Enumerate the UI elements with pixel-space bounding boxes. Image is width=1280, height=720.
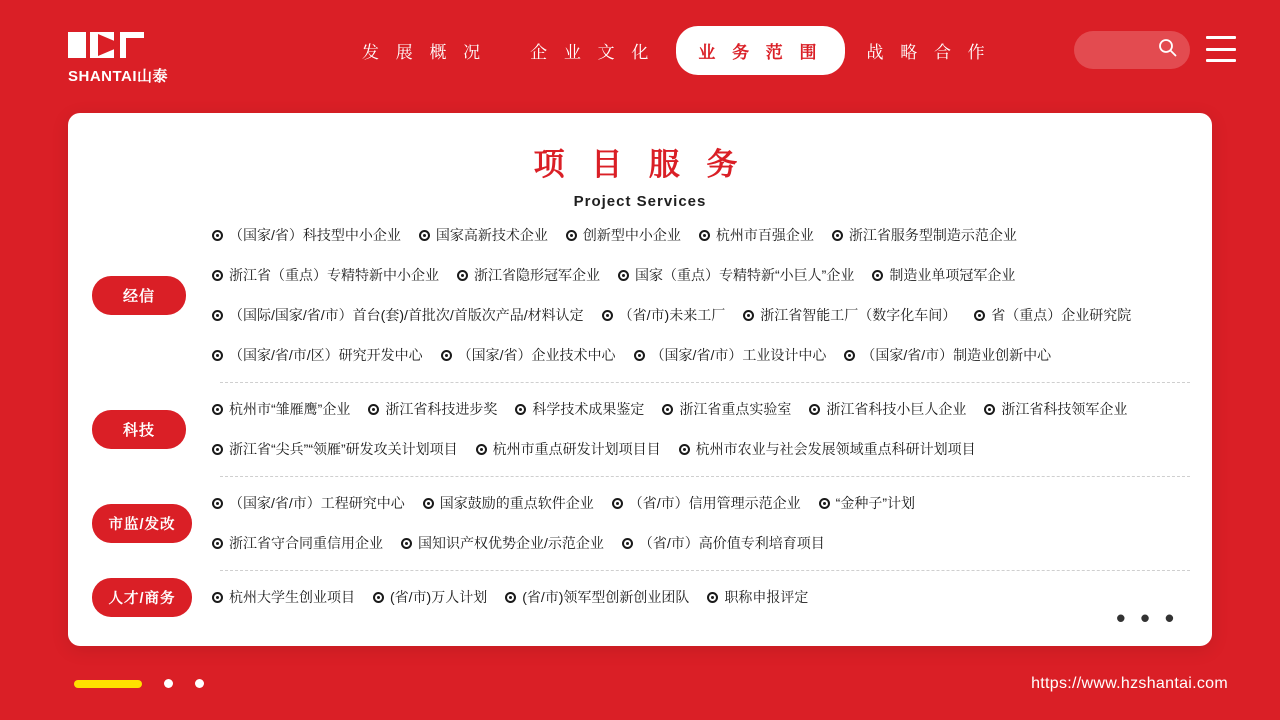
page-title: 项 目 服 务: [533, 147, 747, 182]
list-item-label: 省（重点）企业研究院: [991, 307, 1132, 323]
section-rows-shijian-fagai: [192, 483, 1190, 563]
list-item[interactable]: [212, 255, 439, 295]
list-item[interactable]: [212, 215, 401, 255]
list-item-label: 浙江省智能工厂（数字化车间）: [760, 307, 957, 323]
circle-bullet-icon: [212, 404, 223, 415]
list-item[interactable]: [505, 577, 689, 617]
circle-bullet-icon: [368, 404, 379, 415]
circle-bullet-icon: [974, 310, 985, 321]
list-item[interactable]: [809, 389, 966, 429]
list-item-label: （国家/省）企业技术中心: [457, 347, 616, 363]
list-item[interactable]: [872, 255, 1015, 295]
list-item-label: 浙江省科技进步奖: [385, 401, 498, 417]
list-item-label: 浙江省守合同重信用企业: [229, 535, 383, 551]
list-item[interactable]: [974, 295, 1131, 335]
list-item-label: 创新型中小企业: [582, 227, 681, 243]
table-row: [212, 577, 1190, 617]
category-pill-jingxin[interactable]: 经信: [92, 276, 186, 315]
section-divider-2: [68, 469, 1212, 483]
circle-bullet-icon: [612, 498, 623, 509]
list-item[interactable]: [699, 215, 814, 255]
main-nav: [340, 0, 1013, 100]
list-item[interactable]: [819, 483, 915, 523]
circle-bullet-icon: [566, 230, 577, 241]
circle-bullet-icon: [212, 310, 223, 321]
list-item-label: （国家/省/市）工业设计中心: [650, 347, 827, 363]
list-item[interactable]: [515, 389, 644, 429]
list-item-label: （省/市）信用管理示范企业: [628, 495, 801, 511]
nav-item-2[interactable]: 业 务 范 围: [676, 26, 844, 75]
list-item[interactable]: [622, 523, 825, 563]
table-row: [212, 255, 1190, 295]
hamburger-menu-icon[interactable]: [1206, 36, 1236, 62]
circle-bullet-icon: [743, 310, 754, 321]
section-rows-rencai-shangwu: [192, 577, 1190, 617]
circle-bullet-icon: [423, 498, 434, 509]
list-item[interactable]: [212, 483, 405, 523]
circle-bullet-icon: [662, 404, 673, 415]
table-row: [212, 215, 1190, 255]
search-input[interactable]: [1088, 43, 1158, 58]
service-sections: [68, 211, 1212, 617]
list-item-label: 浙江省科技小巨人企业: [826, 401, 967, 417]
divider-line: [220, 476, 1190, 477]
category-pill-keji[interactable]: 科技: [92, 410, 186, 449]
pager-dot-1[interactable]: [164, 679, 173, 688]
list-item-label: （国家/省/市）制造业创新中心: [861, 347, 1052, 363]
circle-bullet-icon: [602, 310, 613, 321]
nav-item-0[interactable]: 发 展 概 况: [362, 42, 487, 62]
brand-name: SHANTAI山泰: [68, 68, 169, 85]
circle-bullet-icon: [476, 444, 487, 455]
list-item[interactable]: [457, 255, 600, 295]
list-item-label: 国知识产权优势企业/示范企业: [418, 535, 604, 551]
circle-bullet-icon: [212, 230, 223, 241]
menu-line-1: [1206, 36, 1236, 39]
circle-bullet-icon: [634, 350, 645, 361]
list-item-label: 浙江省服务型制造示范企业: [848, 227, 1017, 243]
list-item-label: （国际/国家/省/市）首台(套)/首批次/首版次产品/材料认定: [229, 307, 584, 323]
circle-bullet-icon: [618, 270, 629, 281]
list-item[interactable]: [566, 215, 681, 255]
circle-bullet-icon: [212, 498, 223, 509]
circle-bullet-icon: [872, 270, 883, 281]
circle-bullet-icon: [679, 444, 690, 455]
list-item[interactable]: [476, 429, 661, 469]
list-item-label: 科学技术成果鉴定: [532, 401, 645, 417]
table-row: [212, 389, 1190, 429]
list-item[interactable]: [373, 577, 487, 617]
page-subtitle: Project Services: [573, 193, 707, 210]
section-rows-jingxin: [186, 215, 1190, 375]
circle-bullet-icon: [212, 270, 223, 281]
list-item-label: 国家高新技术企业: [435, 227, 548, 243]
list-item[interactable]: [212, 523, 383, 563]
circle-bullet-icon: [819, 498, 830, 509]
project-services-card: [68, 113, 1212, 646]
list-item-label: (省/市)领军型创新创业团队: [522, 589, 690, 605]
nav-item-1[interactable]: 企 业 文 化: [530, 42, 655, 62]
section-rows-keji: [186, 389, 1190, 469]
table-row: [212, 429, 1190, 469]
brand-logo[interactable]: [68, 28, 172, 86]
list-item[interactable]: [984, 389, 1127, 429]
list-item-label: 浙江省“尖兵”“领雁”研发攻关计划项目: [229, 441, 458, 457]
list-item[interactable]: [618, 255, 854, 295]
site-url[interactable]: https://www.hzshantai.com: [1031, 675, 1228, 692]
section-divider-3: [68, 563, 1212, 577]
list-item-label: 杭州大学生创业项目: [229, 589, 355, 605]
circle-bullet-icon: [622, 538, 633, 549]
category-pill-rencai-shangwu[interactable]: 人才/商务: [92, 578, 192, 617]
list-item-label: （国家/省）科技型中小企业: [229, 227, 401, 243]
list-item[interactable]: [368, 389, 497, 429]
circle-bullet-icon: [212, 592, 223, 603]
circle-bullet-icon: [844, 350, 855, 361]
list-item[interactable]: [707, 577, 808, 617]
list-item-label: 国家鼓励的重点软件企业: [439, 495, 594, 511]
menu-line-3: [1206, 59, 1236, 62]
list-item-label: （国家/省/市）工程研究中心: [229, 495, 405, 511]
site-header: [0, 0, 1280, 100]
list-item-label: 国家（重点）专精特新“小巨人”企业: [635, 267, 855, 283]
list-item-label: （省/市)未来工厂: [618, 307, 726, 323]
list-item-label: 杭州市重点研发计划项目目: [492, 441, 661, 457]
list-item[interactable]: [602, 295, 726, 335]
category-pill-shijian-fagai[interactable]: 市监/发改: [92, 504, 192, 543]
list-item-label: 职称申报评定: [724, 589, 809, 605]
list-item[interactable]: [441, 335, 616, 375]
shantai-logo-icon: [68, 28, 172, 62]
pager-dot-2[interactable]: [195, 679, 204, 688]
search-icon[interactable]: [1158, 38, 1177, 62]
list-item[interactable]: [212, 389, 350, 429]
circle-bullet-icon: [212, 350, 223, 361]
divider-line: [220, 382, 1190, 383]
circle-bullet-icon: [441, 350, 452, 361]
list-item[interactable]: [662, 389, 791, 429]
list-item[interactable]: [612, 483, 801, 523]
list-item[interactable]: [419, 215, 548, 255]
circle-bullet-icon: [212, 444, 223, 455]
list-item-label: 浙江省（重点）专精特新中小企业: [229, 267, 439, 283]
list-item-label: 杭州市百强企业: [715, 227, 814, 243]
list-item-label: （国家/省/市/区）研究开发中心: [229, 347, 423, 363]
circle-bullet-icon: [457, 270, 468, 281]
list-item-label: 制造业单项冠军企业: [889, 267, 1016, 283]
list-item[interactable]: [212, 429, 458, 469]
search-box[interactable]: [1074, 31, 1190, 69]
list-item[interactable]: [212, 577, 355, 617]
list-item[interactable]: [743, 295, 956, 335]
nav-item-3[interactable]: 战 略 合 作: [866, 42, 991, 62]
list-item-label: 浙江省科技领军企业: [1001, 401, 1128, 417]
circle-bullet-icon: [373, 592, 384, 603]
circle-bullet-icon: [212, 538, 223, 549]
list-item[interactable]: [679, 429, 976, 469]
list-item-label: 浙江省重点实验室: [679, 401, 792, 417]
circle-bullet-icon: [515, 404, 526, 415]
section-shijian-fagai: [68, 483, 1212, 563]
table-row: [212, 335, 1190, 375]
list-item[interactable]: [212, 335, 423, 375]
list-item[interactable]: [401, 523, 604, 563]
table-row: [212, 523, 1190, 563]
circle-bullet-icon: [832, 230, 843, 241]
more-options-icon[interactable]: • • •: [1116, 603, 1178, 633]
section-jingxin: [68, 211, 1212, 375]
list-item[interactable]: [423, 483, 594, 523]
list-item-label: 浙江省隐形冠军企业: [474, 267, 600, 283]
table-row: [212, 483, 1190, 523]
circle-bullet-icon: [707, 592, 718, 603]
circle-bullet-icon: [809, 404, 820, 415]
table-row: [212, 295, 1190, 335]
circle-bullet-icon: [984, 404, 995, 415]
list-item-label: (省/市)万人计划: [390, 589, 488, 605]
section-keji: [68, 389, 1212, 469]
carousel-pager: [74, 679, 204, 688]
circle-bullet-icon: [419, 230, 430, 241]
list-item-label: 杭州市农业与社会发展领域重点科研计划项目: [695, 441, 976, 457]
section-divider-1: [68, 375, 1212, 389]
circle-bullet-icon: [401, 538, 412, 549]
list-item-label: （省/市）高价值专利培育项目: [638, 535, 825, 551]
list-item[interactable]: [832, 215, 1017, 255]
list-item[interactable]: [844, 335, 1051, 375]
circle-bullet-icon: [505, 592, 516, 603]
list-item-label: “金种子”计划: [835, 495, 915, 511]
section-rencai-shangwu: [68, 577, 1212, 617]
pager-active-indicator[interactable]: [74, 680, 142, 688]
menu-line-2: [1206, 48, 1236, 51]
divider-line: [220, 570, 1190, 571]
list-item[interactable]: [634, 335, 827, 375]
list-item-label: 杭州市“雏雁鹰”企业: [229, 401, 351, 417]
list-item[interactable]: [212, 295, 584, 335]
circle-bullet-icon: [699, 230, 710, 241]
